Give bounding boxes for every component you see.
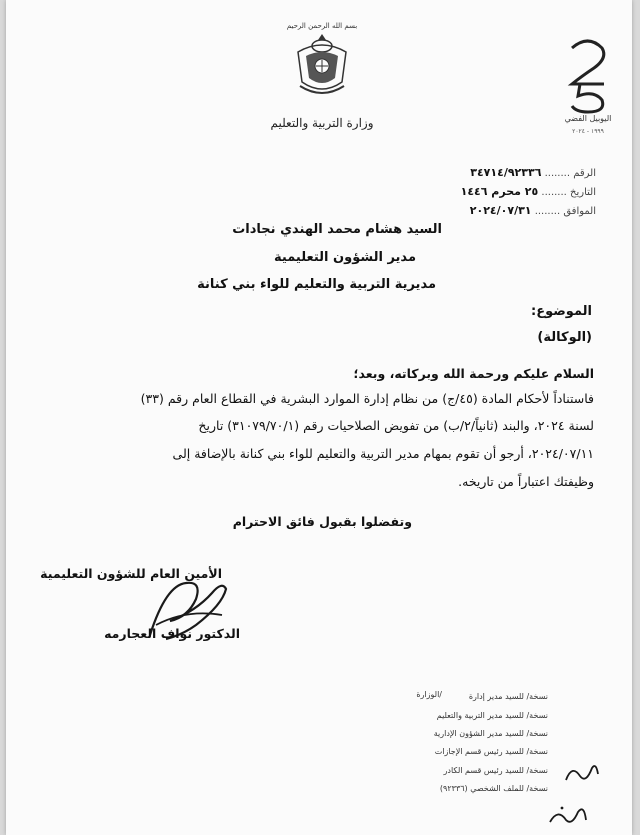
ministry-name: وزارة التربية والتعليم bbox=[270, 116, 374, 130]
jubilee-25-logo-icon bbox=[558, 34, 618, 114]
cc-item: نسخة/ للسيد مدير إدارة bbox=[468, 692, 548, 701]
subject-value: (الوكالة) bbox=[537, 330, 592, 345]
body-line-3: ٢٠٢٤/٠٧/١١، أرجو أن تقوم بمهام مدير التربية والتعليم للواء بني كنانة بالإضافة إلى bbox=[172, 446, 594, 461]
jubilee-years: ١٩٩٩ - ٢٠٢٤ bbox=[572, 128, 604, 135]
ref-label: الرقم bbox=[573, 168, 596, 179]
addressee-directorate: مديرية التربية والتعليم للواء بني كنانة bbox=[197, 277, 436, 292]
addressee-title: مدير الشؤون التعليمية bbox=[274, 250, 416, 265]
ref-row: الرقم ........ ٣٤٧١٤/٩٢٣٣٦ bbox=[470, 166, 596, 179]
cc-item: نسخة/ للسيد رئيس قسم الكادر bbox=[443, 766, 548, 775]
signer-role: الأمين العام للشؤون التعليمية bbox=[40, 566, 222, 581]
closing: وتفضلوا بقبول فائق الاحترام bbox=[232, 514, 412, 529]
body-line-2: لسنة ٢٠٢٤، والبند (ثانياً/٢/ب) من تفويض الصلاحيات رقم (٣١٠٧٩/٧٠/١) تاريخ bbox=[198, 418, 594, 433]
signer-name: الدكتور نواف العجارمه bbox=[104, 626, 240, 641]
date-row: التاريخ ........ ٢٥ محرم ١٤٤٦ bbox=[460, 185, 596, 198]
handwritten-initials-2 bbox=[546, 800, 590, 830]
greg-date-label: الموافق bbox=[563, 206, 596, 217]
basmala: بسم الله الرحمن الرحيم bbox=[286, 22, 358, 30]
cc-item: نسخة/ للسيد مدير الشؤون الإدارية bbox=[433, 729, 548, 738]
cc-ministry-note: /الوزارة bbox=[416, 690, 442, 699]
date-value: ٢٥ محرم ١٤٤٦ bbox=[460, 185, 539, 198]
body-line-1: فاستناداً لأحكام المادة (٤٥/ج) من نظام إدارة الموارد البشرية في القطاع العام رقم (٣٣) bbox=[140, 391, 594, 406]
subject-label: الموضوع: bbox=[531, 304, 592, 319]
body-line-4: وظيفتك اعتباراً من تاريخه. bbox=[458, 474, 594, 489]
jubilee-label: اليوبيل الفضي bbox=[564, 114, 612, 123]
date-label: التاريخ bbox=[570, 187, 596, 198]
addressee-name: السيد هشام محمد الهندي نجادات bbox=[232, 222, 442, 237]
ref-value: ٣٤٧١٤/٩٢٣٣٦ bbox=[470, 166, 542, 179]
jordan-emblem-icon bbox=[292, 30, 352, 100]
cc-item: نسخة/ للملف الشخصي (٩٢٣٣٦) bbox=[439, 784, 548, 793]
greg-date-row: الموافق ........ ٢٠٢٤/٠٧/٣١ bbox=[469, 204, 596, 217]
handwritten-initials-1 bbox=[562, 760, 602, 788]
letter-page bbox=[6, 0, 632, 835]
cc-item: نسخة/ للسيد رئيس قسم الإجازات bbox=[434, 747, 548, 756]
greg-date-value: ٢٠٢٤/٠٧/٣١ bbox=[469, 204, 532, 217]
cc-item: نسخة/ للسيد مدير التربية والتعليم bbox=[436, 711, 548, 720]
greeting: السلام عليكم ورحمة الله وبركاته، وبعد؛ bbox=[353, 366, 594, 381]
